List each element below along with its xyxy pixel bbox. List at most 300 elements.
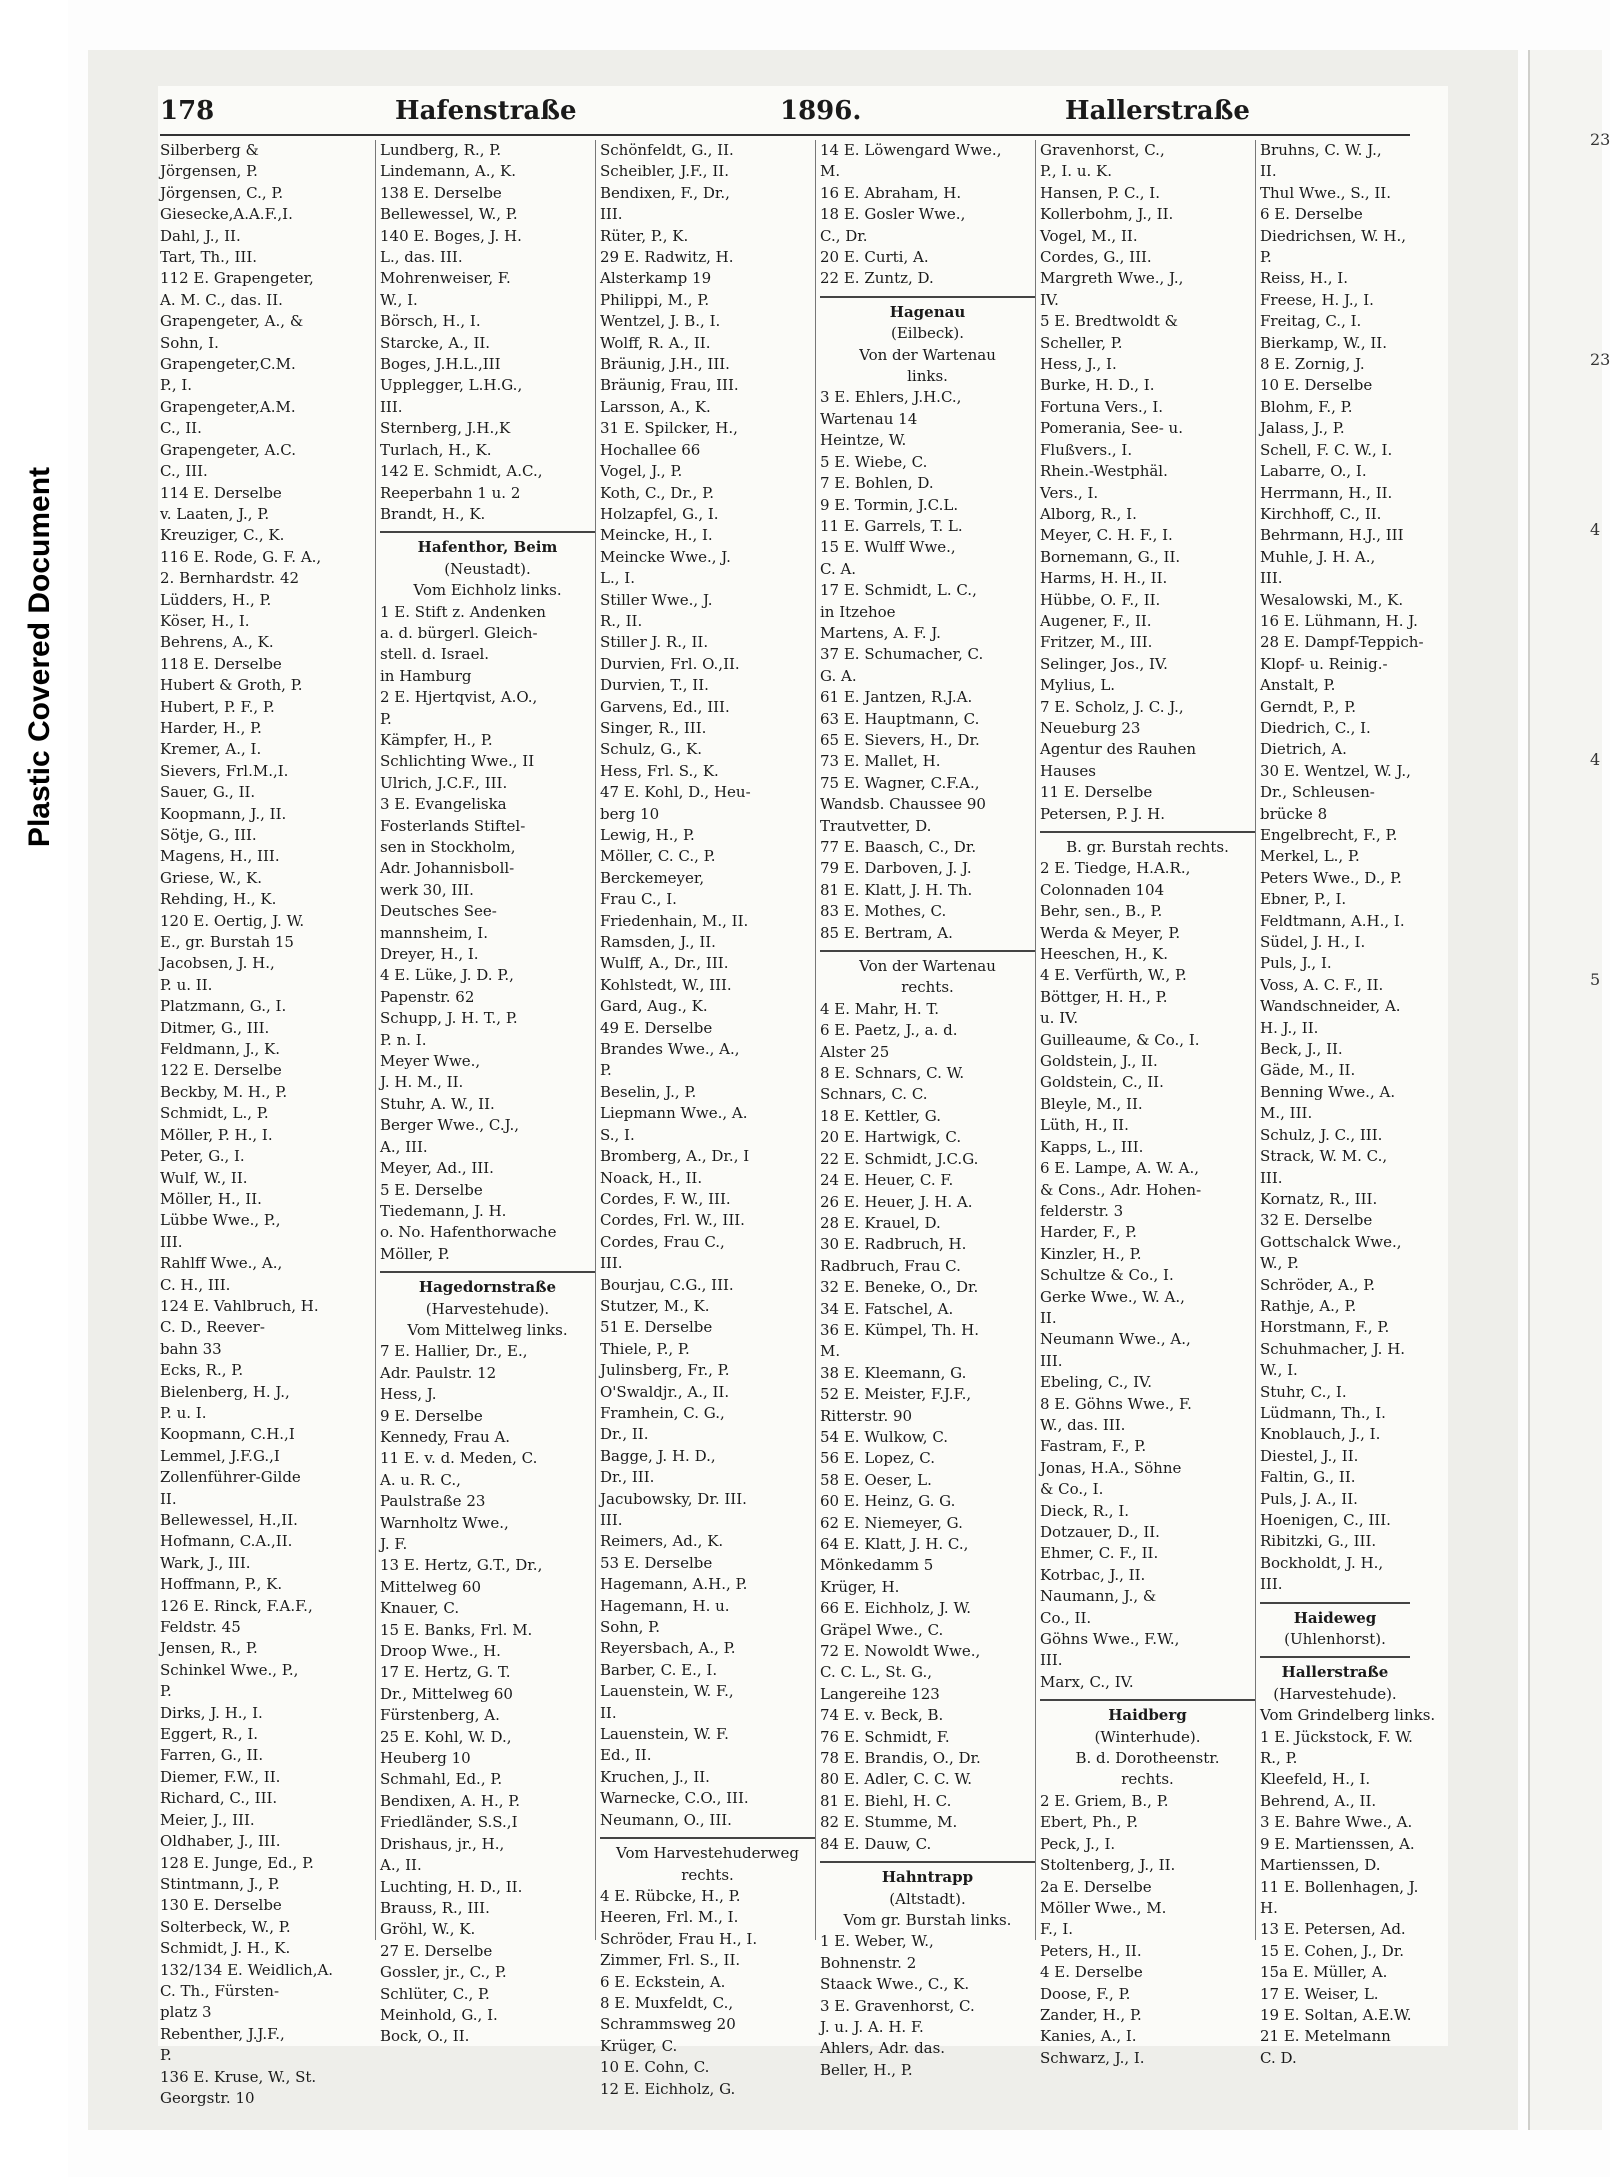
directory-entry: Wandschneider, A. <box>1260 997 1401 1016</box>
directory-entry: 82 E. Stumme, M. <box>820 1813 958 1832</box>
directory-entry: II. <box>600 1703 617 1722</box>
directory-entry: P., I. <box>160 376 193 395</box>
directory-entry: Stuhr, C., I. <box>1260 1382 1347 1401</box>
directory-entry: Möller, P. <box>380 1244 450 1263</box>
directory-entry: 10 E. Cohn, C. <box>600 2058 710 2077</box>
directory-entry: Warnecke, C.O., III. <box>600 1789 749 1808</box>
directory-entry: Alsterkamp 19 <box>600 269 712 288</box>
directory-entry: W., das. III. <box>1040 1415 1126 1434</box>
directory-entry: 8 E. Göhns Wwe., F. <box>1040 1394 1192 1413</box>
directory-entry: 83 E. Mothes, C. <box>820 902 947 921</box>
directory-entry: Rathje, A., P. <box>1260 1296 1357 1315</box>
directory-entry: Sauer, G., II. <box>160 783 256 802</box>
directory-entry: Wesalowski, M., K. <box>1260 590 1404 609</box>
directory-entry: Oldhaber, J., III. <box>160 1832 281 1851</box>
directory-entry: 5 E. Bredtwoldt & <box>1040 312 1178 331</box>
directory-entry: 2 E. Hjertqvist, A.O., <box>380 688 538 707</box>
page-header <box>160 96 1410 136</box>
header-year: 1896. <box>780 96 862 126</box>
directory-entry: mannsheim, I. <box>380 923 488 942</box>
directory-entry: Fritzer, M., III. <box>1040 633 1153 652</box>
directory-entry: Luchting, H. D., II. <box>380 1877 523 1896</box>
directory-entry: C. D. <box>1260 2048 1297 2067</box>
directory-entry: 4 E. Lüke, J. D. P., <box>380 966 514 985</box>
directory-entry: P. n. I. <box>380 1030 427 1049</box>
directory-entry: 16 E. Lühmann, H. J. <box>1260 611 1418 630</box>
directory-entry: Vom Eichholz links. <box>413 581 562 600</box>
directory-entry: 30 E. Wentzel, W. J., <box>1260 761 1411 780</box>
directory-entry: Gräpel Wwe., C. <box>820 1620 944 1639</box>
directory-entry: 72 E. Nowoldt Wwe., <box>820 1642 981 1661</box>
directory-entry: 9 E. Martienssen, A. <box>1260 1834 1415 1853</box>
directory-entry: Ulrich, J.C.F., III. <box>380 773 508 792</box>
directory-entry: 28 E. Dampf-Teppich- <box>1260 633 1424 652</box>
directory-entry: Deutsches See- <box>380 902 497 921</box>
directory-entry: 138 E. Derselbe <box>380 183 502 202</box>
directory-entry: Lauenstein, W. F. <box>600 1725 729 1744</box>
directory-entry: 11 E. Garrels, T. L. <box>820 516 963 535</box>
directory-entry: Diedrich, C., I. <box>1260 718 1371 737</box>
directory-entry: Freese, H. J., I. <box>1260 290 1374 309</box>
directory-entry: Blohm, F., P. <box>1260 397 1353 416</box>
directory-entry: Bock, O., II. <box>380 2027 470 2046</box>
directory-entry: P. u. I. <box>160 1403 207 1422</box>
directory-entry: Bockholdt, J. H., <box>1260 1553 1384 1572</box>
directory-entry: 114 E. Derselbe <box>160 483 282 502</box>
directory-entry: Rebenther, J.J.F., <box>160 2024 285 2043</box>
directory-entry: 12 E. Eichholz, G. <box>600 2079 736 2098</box>
directory-entry: 6 E. Lampe, A. W. A., <box>1040 1159 1200 1178</box>
directory-entry: Brandes Wwe., A., <box>600 1040 740 1059</box>
directory-entry: Rüter, P., K. <box>600 226 689 245</box>
directory-entry: Koth, C., Dr., P. <box>600 483 714 502</box>
directory-entry: Barber, C. E., I. <box>600 1660 718 1679</box>
directory-entry: Rhein.-Westphäl. <box>1040 462 1168 481</box>
directory-entry: J. F. <box>380 1535 408 1553</box>
directory-entry: Colonnaden 104 <box>1040 880 1165 899</box>
directory-entry: Ebert, Ph., P. <box>1040 1813 1139 1832</box>
directory-entry: S., I. <box>600 1125 635 1144</box>
directory-entry: Neumann Wwe., A., <box>1040 1330 1191 1349</box>
directory-entry: Gäde, M., II. <box>1260 1061 1356 1080</box>
directory-entry: 118 E. Derselbe <box>160 654 282 673</box>
directory-entry: 20 E. Hartwigk, C. <box>820 1128 962 1147</box>
directory-entry: Kanies, A., I. <box>1040 2027 1137 2046</box>
directory-entry: Warnholtz Wwe., <box>380 1513 509 1532</box>
directory-entry: Meincke Wwe., J. <box>600 547 731 566</box>
directory-entry: Bourjau, C.G., III. <box>600 1275 734 1294</box>
directory-entry: Lundberg, R., P. <box>380 141 502 159</box>
directory-entry: Jacubowsky, Dr. III. <box>600 1489 747 1508</box>
directory-entry: 62 E. Niemeyer, G. <box>820 1513 963 1532</box>
directory-entry: Selinger, Jos., IV. <box>1040 654 1168 673</box>
directory-entry: Gerndt, P., P. <box>1260 697 1357 716</box>
directory-entry: Freitag, C., I. <box>1260 312 1362 331</box>
directory-entry: (Winterhude). <box>1094 1727 1201 1746</box>
directory-entry: bahn 33 <box>160 1339 222 1358</box>
directory-entry: 142 E. Schmidt, A.C., <box>380 462 543 481</box>
directory-entry: Bellewessel, H.,II. <box>160 1511 298 1529</box>
directory-entry: Silberberg & <box>160 141 259 159</box>
directory-entry: 73 E. Mallet, H. <box>820 752 941 771</box>
directory-entry: Harms, H. H., II. <box>1040 569 1168 588</box>
directory-entry: 16 E. Abraham, H. <box>820 183 962 202</box>
directory-entry: Meier, J., III. <box>160 1810 255 1829</box>
directory-entry: Schinkel Wwe., P., <box>160 1660 299 1679</box>
directory-entry: 18 E. Gosler Wwe., <box>820 205 966 224</box>
directory-entry: Sötje, G., III. <box>160 826 257 844</box>
directory-entry: B. d. Dorotheenstr. <box>1075 1749 1220 1768</box>
directory-entry: Wulf, W., II. <box>160 1168 248 1187</box>
directory-entry: Framhein, C. G., <box>600 1403 725 1422</box>
directory-entry: rechts. <box>1121 1770 1174 1789</box>
directory-entry: II. <box>1040 1308 1057 1327</box>
directory-entry: Ecks, R., P. <box>160 1361 244 1380</box>
directory-entry: C. H., III. <box>160 1275 231 1294</box>
directory-entry: Börsch, H., I. <box>380 312 481 331</box>
directory-entry: 28 E. Krauel, D. <box>820 1213 941 1232</box>
directory-entry: 15 E. Cohen, J., Dr. <box>1260 1941 1405 1960</box>
directory-entry: Georgstr. 10 <box>160 2088 255 2107</box>
directory-entry: Lüdmann, Th., I. <box>1260 1403 1386 1422</box>
directory-entry: 136 E. Kruse, W., St. <box>160 2067 317 2086</box>
directory-column-4 <box>820 140 1036 2079</box>
directory-entry: 17 E. Hertz, G. T. <box>380 1663 511 1682</box>
directory-entry: Göhns Wwe., F.W., <box>1040 1630 1180 1649</box>
street-heading: Haideweg <box>1260 1602 1410 1629</box>
directory-entry: 112 E. Grapengeter, <box>160 269 314 288</box>
directory-entry: Koopmann, J., II. <box>160 804 287 823</box>
directory-entry: II. <box>1260 162 1277 181</box>
directory-entry: 54 E. Wulkow, C. <box>820 1427 949 1446</box>
directory-entry: 64 E. Klatt, J. H. C., <box>820 1535 969 1553</box>
directory-entry: Mittelweg 60 <box>380 1577 482 1596</box>
directory-entry: Beckby, M. H., P. <box>160 1082 288 1101</box>
directory-entry: Möller Wwe., M. <box>1040 1898 1167 1917</box>
directory-entry: 78 E. Brandis, O., Dr. <box>820 1749 981 1768</box>
directory-entry: rechts. <box>901 978 954 997</box>
directory-entry: 13 E. Petersen, Ad. <box>1260 1920 1406 1939</box>
directory-entry: 75 E. Wagner, C.F.A., <box>820 773 980 792</box>
directory-entry: 6 E. Derselbe <box>1260 205 1363 224</box>
directory-entry: Dahl, J., II. <box>160 226 241 245</box>
directory-entry: Merkel, L., P. <box>1260 847 1360 866</box>
directory-entry: Durvien, T., II. <box>600 676 709 695</box>
directory-entry: Muhle, J. H. A., <box>1260 547 1376 566</box>
directory-entry: Feldstr. 45 <box>160 1618 241 1637</box>
directory-entry: v. Laaten, J., P. <box>160 504 270 523</box>
directory-entry: Dr., Schleusen- <box>1260 783 1375 802</box>
directory-entry: 11 E. Derselbe <box>1040 783 1153 802</box>
directory-entry: Ahlers, Adr. das. <box>820 2039 946 2058</box>
directory-entry: Feldtmann, A.H., I. <box>1260 911 1405 930</box>
directory-entry: Dirks, J. H., I. <box>160 1703 263 1722</box>
directory-entry: Kremer, A., I. <box>160 740 262 759</box>
directory-entry: 15a E. Müller, A. <box>1260 1963 1388 1982</box>
directory-entry: Berger Wwe., C.J., <box>380 1116 520 1135</box>
directory-entry: Cordes, G., III. <box>1040 248 1152 267</box>
directory-entry: Schlichting Wwe., II <box>380 752 535 771</box>
directory-entry: 13 E. Hertz, G.T., Dr., <box>380 1556 543 1575</box>
directory-entry: Upplegger, L.H.G., <box>380 376 523 395</box>
directory-entry: Mylius, L. <box>1040 676 1116 695</box>
directory-entry: Fortuna Vers., I. <box>1040 397 1164 416</box>
directory-entry: 15 E. Banks, Frl. M. <box>380 1620 533 1639</box>
directory-entry: II. <box>160 1489 177 1508</box>
directory-entry: 140 E. Boges, J. H. <box>380 226 522 245</box>
directory-entry: Heuberg 10 <box>380 1749 471 1768</box>
directory-entry: Burke, H. D., I. <box>1040 376 1155 395</box>
directory-entry: Fosterlands Stiftel- <box>380 816 526 835</box>
directory-entry: Starcke, A., II. <box>380 333 491 352</box>
directory-entry: P. u. II. <box>160 975 213 994</box>
directory-entry: Bagge, J. H. D., <box>600 1446 716 1465</box>
directory-entry: Meyer, Ad., III. <box>380 1159 494 1178</box>
directory-entry: Bräunig, J.H., III. <box>600 355 730 374</box>
directory-entry: Möller, H., II. <box>160 1189 262 1208</box>
directory-entry: Grapengeter, A.C. <box>160 440 296 459</box>
directory-entry: Paulstraße 23 <box>380 1492 486 1511</box>
directory-entry: Reyersbach, A., P. <box>600 1639 736 1658</box>
directory-entry: P. <box>160 2046 172 2065</box>
directory-entry: Diestel, J., II. <box>1260 1446 1359 1465</box>
directory-entry: Koopmann, C.H.,I <box>160 1425 295 1444</box>
directory-entry: 14 E. Löwengard Wwe., <box>820 141 1002 159</box>
directory-entry: 4 E. Derselbe <box>1040 1963 1143 1982</box>
directory-entry: Sternberg, J.H.,K <box>380 419 511 438</box>
directory-entry: Langereihe 123 <box>820 1684 940 1703</box>
directory-entry: Bromberg, A., Dr., I <box>600 1147 750 1166</box>
directory-entry: Möller, P. H., I. <box>160 1125 273 1144</box>
directory-entry: Hochallee 66 <box>600 440 701 459</box>
directory-entry: Schlüter, C., P. <box>380 1984 490 2003</box>
directory-entry: 47 E. Kohl, D., Heu- <box>600 783 751 802</box>
directory-entry: in Itzehoe <box>820 602 896 621</box>
directory-entry: Bohnenstr. 2 <box>820 1953 917 1972</box>
directory-entry: Adr. Johannisboll- <box>380 859 515 878</box>
directory-entry: Schmidt, J. H., K. <box>160 1939 291 1958</box>
directory-entry: Papenstr. 62 <box>380 987 475 1006</box>
directory-entry: Vom gr. Burstah links. <box>843 1910 1012 1929</box>
directory-entry: Ebeling, C., IV. <box>1040 1373 1152 1392</box>
directory-entry: Dr., II. <box>600 1425 649 1444</box>
directory-entry: Puls, J., I. <box>1260 954 1332 973</box>
directory-entry: Bellewessel, W., P. <box>380 205 518 224</box>
directory-entry: Schönfeldt, G., II. <box>600 141 734 159</box>
directory-entry: P. <box>380 709 392 728</box>
directory-entry: Diemer, F.W., II. <box>160 1767 281 1786</box>
directory-entry: 7 E. Bohlen, D. <box>820 474 934 493</box>
directory-entry: Behrmann, H.J., III <box>1260 526 1404 545</box>
directory-entry: Reeperbahn 1 u. 2 <box>380 483 521 502</box>
directory-entry: 30 E. Radbruch, H. <box>820 1235 967 1254</box>
directory-entry: Bruhns, C. W. J., <box>1260 141 1382 159</box>
directory-entry: 81 E. Biehl, H. C. <box>820 1791 952 1810</box>
directory-entry: Schnars, C. C. <box>820 1085 928 1104</box>
directory-entry: Mohrenweiser, F. <box>380 269 511 288</box>
directory-entry: 77 E. Baasch, C., Dr. <box>820 838 977 856</box>
directory-entry: felderstr. 3 <box>1040 1201 1124 1220</box>
directory-entry: H. <box>1260 1898 1278 1917</box>
directory-entry: Wolff, R. A., II. <box>600 333 711 352</box>
directory-entry: Bleyle, M., II. <box>1040 1094 1143 1113</box>
directory-entry: 76 E. Schmidt, F. <box>820 1727 950 1746</box>
directory-entry: 11 E. Bollenhagen, J. <box>1260 1877 1419 1896</box>
directory-entry: 18 E. Kettler, G. <box>820 1106 942 1125</box>
directory-entry: Neumann, O., III. <box>600 1810 732 1829</box>
directory-entry: H. J., II. <box>1260 1018 1319 1037</box>
directory-entry: Drishaus, jr., H., <box>380 1834 505 1853</box>
directory-column-1 <box>160 140 376 2107</box>
directory-entry: 126 E. Rinck, F.A.F., <box>160 1596 313 1615</box>
directory-entry: 4 E. Verfürth, W., P. <box>1040 966 1187 985</box>
directory-entry: (Altstadt). <box>889 1889 966 1908</box>
directory-entry: Dieck, R., I. <box>1040 1501 1130 1520</box>
directory-entry: III. <box>1260 569 1283 588</box>
directory-entry: 1 E. Weber, W., <box>820 1932 934 1951</box>
street-heading: Hagenau <box>820 296 1035 323</box>
directory-entry: Behr, sen., B., P. <box>1040 902 1163 921</box>
street-heading: Hagedornstraße <box>380 1271 595 1298</box>
directory-entry: Julinsberg, Fr., P. <box>600 1361 730 1380</box>
directory-entry: 2 E. Griem, B., P. <box>1040 1791 1169 1810</box>
directory-entry: G. A. <box>820 666 857 685</box>
directory-entry: Holzapfel, G., I. <box>600 504 719 523</box>
directory-entry: Kohlstedt, W., III. <box>600 975 732 994</box>
directory-entry: Schröder, A., P. <box>1260 1275 1376 1294</box>
directory-entry: A. u. R. C., <box>380 1470 461 1489</box>
directory-entry: Goldstein, J., II. <box>1040 1052 1158 1071</box>
directory-entry: 3 E. Gravenhorst, C. <box>820 1996 975 2015</box>
directory-entry: Ramsden, J., II. <box>600 933 716 952</box>
directory-entry: 26 E. Heuer, J. H. A. <box>820 1192 973 1211</box>
directory-entry: 5 E. Wiebe, C. <box>820 452 928 471</box>
directory-entry: Hofmann, C.A.,II. <box>160 1532 293 1551</box>
directory-entry: O'Swaldjr., A., II. <box>600 1382 730 1401</box>
directory-entry: J. u. J. A. H. F. <box>820 2017 924 2036</box>
directory-entry: Hagemann, A.H., P. <box>600 1575 748 1594</box>
directory-entry: 49 E. Derselbe <box>600 1018 713 1037</box>
directory-entry: Vogel, M., II. <box>1040 226 1138 245</box>
directory-entry: a. d. bürgerl. Gleich- <box>380 623 538 642</box>
directory-entry: Stiller J. R., II. <box>600 633 709 652</box>
directory-entry: Voss, A. C. F., II. <box>1260 975 1384 994</box>
directory-entry: Peters, H., II. <box>1040 1941 1142 1960</box>
directory-entry: Durvien, Frl. O.,II. <box>600 654 740 673</box>
directory-entry: Südel, J. H., I. <box>1260 933 1366 952</box>
directory-entry: 56 E. Lopez, C. <box>820 1449 935 1468</box>
directory-entry: Schwarz, J., I. <box>1040 2048 1145 2067</box>
directory-entry: Wartenau 14 <box>820 409 918 428</box>
directory-entry: 53 E. Derselbe <box>600 1553 713 1572</box>
directory-entry: Fürstenberg, A. <box>380 1706 500 1725</box>
directory-entry: Kennedy, Frau A. <box>380 1427 511 1446</box>
directory-entry: Feldmann, J., K. <box>160 1040 281 1059</box>
adjacent-page-strip <box>1528 50 1610 2130</box>
directory-entry: 36 E. Kümpel, Th. H. <box>820 1320 979 1339</box>
directory-entry: Behrens, A., K. <box>160 633 274 652</box>
directory-entry: 85 E. Bertram, A. <box>820 923 953 942</box>
directory-entry: Vom Harvestehuderweg <box>600 1837 815 1864</box>
margin-mark: 4 <box>1590 520 1601 539</box>
directory-entry: C., III. <box>160 462 208 481</box>
directory-entry: Naumann, J., & <box>1040 1587 1157 1606</box>
directory-entry: 22 E. Schmidt, J.C.G. <box>820 1149 979 1168</box>
directory-entry: 1 E. Stift z. Andenken <box>380 602 546 621</box>
directory-entry: Rehding, H., K. <box>160 890 277 909</box>
directory-entry: 7 E. Scholz, J. C. J., <box>1040 697 1184 716</box>
directory-entry: W., I. <box>380 290 418 309</box>
directory-entry: Ed., II. <box>600 1746 652 1765</box>
directory-entry: Hoenigen, C., III. <box>1260 1511 1391 1529</box>
directory-entry: Jensen, R., P. <box>160 1639 258 1658</box>
directory-entry: 58 E. Oeser, L. <box>820 1470 932 1489</box>
header-rule <box>160 134 1410 136</box>
directory-entry: P. <box>160 1682 172 1701</box>
directory-entry: 3 E. Bahre Wwe., A. <box>1260 1813 1413 1832</box>
directory-entry: Hess, J. <box>380 1385 437 1404</box>
directory-entry: 17 E. Weiser, L. <box>1260 1984 1379 2003</box>
directory-entry: Vogel, J., P. <box>600 462 683 481</box>
directory-entry: 79 E. Darboven, J. J. <box>820 859 972 878</box>
directory-column-2 <box>380 140 596 2046</box>
directory-entry: Schultze & Co., I. <box>1040 1266 1174 1285</box>
directory-entry: Bräunig, Frau, III. <box>600 376 739 395</box>
directory-entry: brücke 8 <box>1260 804 1328 823</box>
directory-entry: Scheibler, J.F., II. <box>600 162 729 181</box>
directory-entry: Diedrichsen, W. H., <box>1260 226 1407 245</box>
directory-entry: Ehmer, C. F., II. <box>1040 1544 1159 1563</box>
directory-entry: 7 E. Hallier, Dr., E., <box>380 1342 528 1361</box>
directory-entry: Zander, H., P. <box>1040 2005 1142 2024</box>
directory-entry: stell. d. Israel. <box>380 645 490 664</box>
directory-entry: 20 E. Curti, A. <box>820 248 929 267</box>
directory-entry: Kruchen, J., II. <box>600 1767 710 1786</box>
directory-entry: & Cons., Adr. Hohen- <box>1040 1180 1202 1199</box>
directory-entry: 122 E. Derselbe <box>160 1061 282 1080</box>
directory-entry: in Hamburg <box>380 666 472 685</box>
directory-entry: (Neustadt). <box>444 559 531 578</box>
directory-entry: Schulz, G., K. <box>600 740 702 759</box>
directory-entry: Kreuziger, C., K. <box>160 526 285 545</box>
directory-entry: Liepmann Wwe., A. <box>600 1104 748 1123</box>
header-street-left: Hafenstraße <box>395 96 577 126</box>
directory-entry: Martens, A. F. J. <box>820 623 941 642</box>
directory-entry: Horstmann, F., P. <box>1260 1318 1390 1337</box>
directory-entry: Frau C., I. <box>600 890 677 909</box>
directory-entry: 2. Bernhardstr. 42 <box>160 569 300 588</box>
directory-entry: Schrammsweg 20 <box>600 2015 736 2034</box>
directory-entry: Bielenberg, H. J., <box>160 1382 290 1401</box>
directory-entry: Faltin, G., II. <box>1260 1468 1356 1487</box>
directory-entry: 128 E. Junge, Ed., P. <box>160 1853 314 1872</box>
directory-entry: 132/134 E. Weidlich,A. <box>160 1960 334 1979</box>
directory-entry: Kollerbohm, J., II. <box>1040 205 1174 224</box>
directory-entry: Brauss, R., III. <box>380 1898 490 1917</box>
directory-entry: Friedenhain, M., II. <box>600 911 749 930</box>
directory-entry: Lemmel, J.F.G.,I <box>160 1446 280 1465</box>
directory-entry: 4 E. Mahr, H. T. <box>820 999 940 1018</box>
directory-entry: Köser, H., I. <box>160 611 250 630</box>
directory-entry: werk 30, III. <box>380 880 474 899</box>
directory-entry: Grapengeter,C.M. <box>160 355 296 374</box>
directory-entry: 9 E. Tormin, J.C.L. <box>820 495 959 514</box>
directory-entry: Bendixen, F., Dr., <box>600 183 730 202</box>
directory-entry: Knoblauch, J., I. <box>1260 1425 1381 1444</box>
directory-entry: Stuhr, A. W., II. <box>380 1094 495 1113</box>
street-heading: Hahntrapp <box>820 1861 1035 1888</box>
directory-entry: Hess, J., I. <box>1040 355 1117 374</box>
